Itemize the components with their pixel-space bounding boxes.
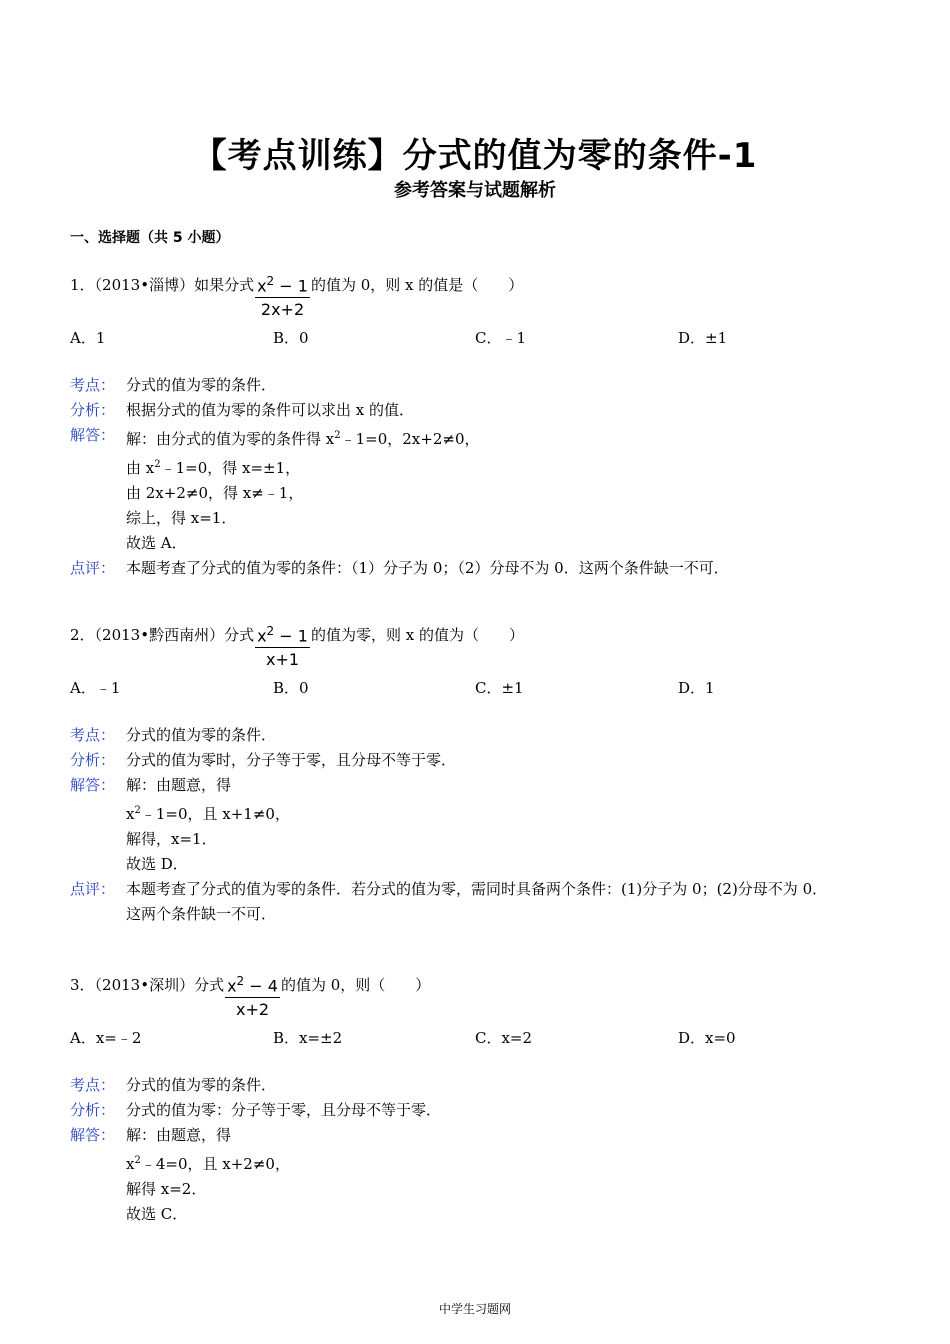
page-footer: 中学生习题网 bbox=[438, 1302, 511, 1316]
label-fenxi: 分析： bbox=[70, 1101, 116, 1119]
option-d[interactable]: D．1 bbox=[678, 679, 715, 697]
question-stem bbox=[70, 260, 524, 320]
page-title: 【考点训练】分式的值为零的条件-1 bbox=[192, 136, 758, 176]
option-b[interactable]: B．0 bbox=[273, 329, 309, 347]
fraction-denominator: x+2 bbox=[235, 1000, 270, 1020]
jieda-line: 解：由题意，得 bbox=[126, 776, 232, 794]
fenxi-text: 根据分式的值为零的条件可以求出 x 的值． bbox=[126, 401, 414, 419]
jieda-line: 解得 x=2． bbox=[126, 1180, 207, 1198]
dianping-text: 这两个条件缺一不可． bbox=[126, 905, 277, 923]
option-a[interactable]: A．﹣1 bbox=[70, 679, 121, 697]
fraction bbox=[225, 970, 280, 1022]
fenxi-text: 分式的值为零：分子等于零，且分母不等于零． bbox=[126, 1101, 442, 1119]
fenxi-text: 分式的值为零时，分子等于零，且分母不等于零． bbox=[126, 751, 457, 769]
fraction-denominator: x+1 bbox=[265, 650, 300, 670]
jieda-line: 故选 A． bbox=[126, 534, 187, 552]
jieda-line: 故选 C． bbox=[126, 1205, 188, 1223]
label-jieda: 解答： bbox=[70, 776, 116, 794]
label-fenxi: 分析： bbox=[70, 751, 116, 769]
kaodian-text: 分式的值为零的条件． bbox=[126, 376, 277, 394]
stem-text: 1．（2013•淄博）如果分式 bbox=[70, 276, 255, 295]
kaodian-text: 分式的值为零的条件． bbox=[126, 726, 277, 744]
label-kaodian: 考点： bbox=[70, 376, 116, 394]
dianping-text: 本题考查了分式的值为零的条件：（1）分子为 0；（2）分母不为 0．这两个条件缺一不可． bbox=[126, 559, 729, 577]
fraction-denominator: 2x+2 bbox=[260, 300, 305, 320]
option-d[interactable]: D．±1 bbox=[678, 329, 728, 347]
stem-text: 3．（2013•深圳）分式 bbox=[70, 976, 225, 995]
fraction bbox=[255, 270, 310, 322]
option-b[interactable]: B．0 bbox=[273, 679, 309, 697]
label-jieda: 解答： bbox=[70, 426, 116, 444]
option-a[interactable]: A．x=﹣2 bbox=[70, 1029, 142, 1047]
page-subtitle: 参考答案与试题解析 bbox=[394, 180, 556, 201]
question-stem bbox=[70, 610, 524, 670]
section-heading: 一、选择题（共 5 小题） bbox=[70, 230, 230, 246]
analysis-block bbox=[70, 373, 900, 581]
label-fenxi: 分析： bbox=[70, 401, 116, 419]
analysis-block bbox=[70, 723, 900, 927]
fraction-numerator: $x^2 - 1$ bbox=[255, 270, 310, 298]
fraction-numerator: $x^2 - 1$ bbox=[255, 620, 310, 648]
label-dianping: 点评： bbox=[70, 880, 116, 898]
analysis-block bbox=[70, 1073, 900, 1227]
label-dianping: 点评： bbox=[70, 559, 116, 577]
fraction-numerator: $x^2 - 4$ bbox=[225, 970, 280, 998]
dianping-text: 本题考查了分式的值为零的条件．若分式的值为零，需同时具备两个条件：(1)分子为 0；(2)分母不为 0． bbox=[126, 880, 828, 898]
jieda-line: $x^2﹣1=0$，且 x+1≠0， bbox=[126, 805, 290, 823]
stem-text: 的值为 0，则 x 的值是（ ） bbox=[310, 276, 524, 295]
fraction bbox=[255, 620, 310, 672]
jieda-line: 综上，得 x=1． bbox=[126, 509, 237, 527]
stem-text: 的值为零，则 x 的值为（ ） bbox=[310, 626, 524, 645]
option-d[interactable]: D．x=0 bbox=[678, 1029, 736, 1047]
jieda-line: 解：由分式的值为零的条件得 $x^2﹣1=0$，2x+2≠0， bbox=[126, 430, 480, 448]
jieda-line: 解：由题意，得 bbox=[126, 1126, 232, 1144]
option-c[interactable]: C．x=2 bbox=[475, 1029, 533, 1047]
kaodian-text: 分式的值为零的条件． bbox=[126, 1076, 277, 1094]
jieda-line: $x^2﹣4=0$，且 x+2≠0， bbox=[126, 1155, 290, 1173]
option-b[interactable]: B．x=±2 bbox=[273, 1029, 343, 1047]
option-a[interactable]: A．1 bbox=[70, 329, 106, 347]
jieda-line: 解得，x=1． bbox=[126, 830, 217, 848]
label-jieda: 解答： bbox=[70, 1126, 116, 1144]
stem-text: 2．（2013•黔西南州）分式 bbox=[70, 626, 255, 645]
jieda-line: 故选 D． bbox=[126, 855, 188, 873]
stem-text: 的值为 0，则（ ） bbox=[280, 976, 431, 995]
label-kaodian: 考点： bbox=[70, 726, 116, 744]
jieda-line: 由 $x^2﹣1=0$，得 x=±1， bbox=[126, 459, 301, 477]
jieda-line: 由 2x+2≠0，得 x≠﹣1， bbox=[126, 484, 304, 502]
option-c[interactable]: C．±1 bbox=[475, 679, 524, 697]
question-stem bbox=[70, 960, 431, 1020]
option-c[interactable]: C．﹣1 bbox=[475, 329, 527, 347]
label-kaodian: 考点： bbox=[70, 1076, 116, 1094]
